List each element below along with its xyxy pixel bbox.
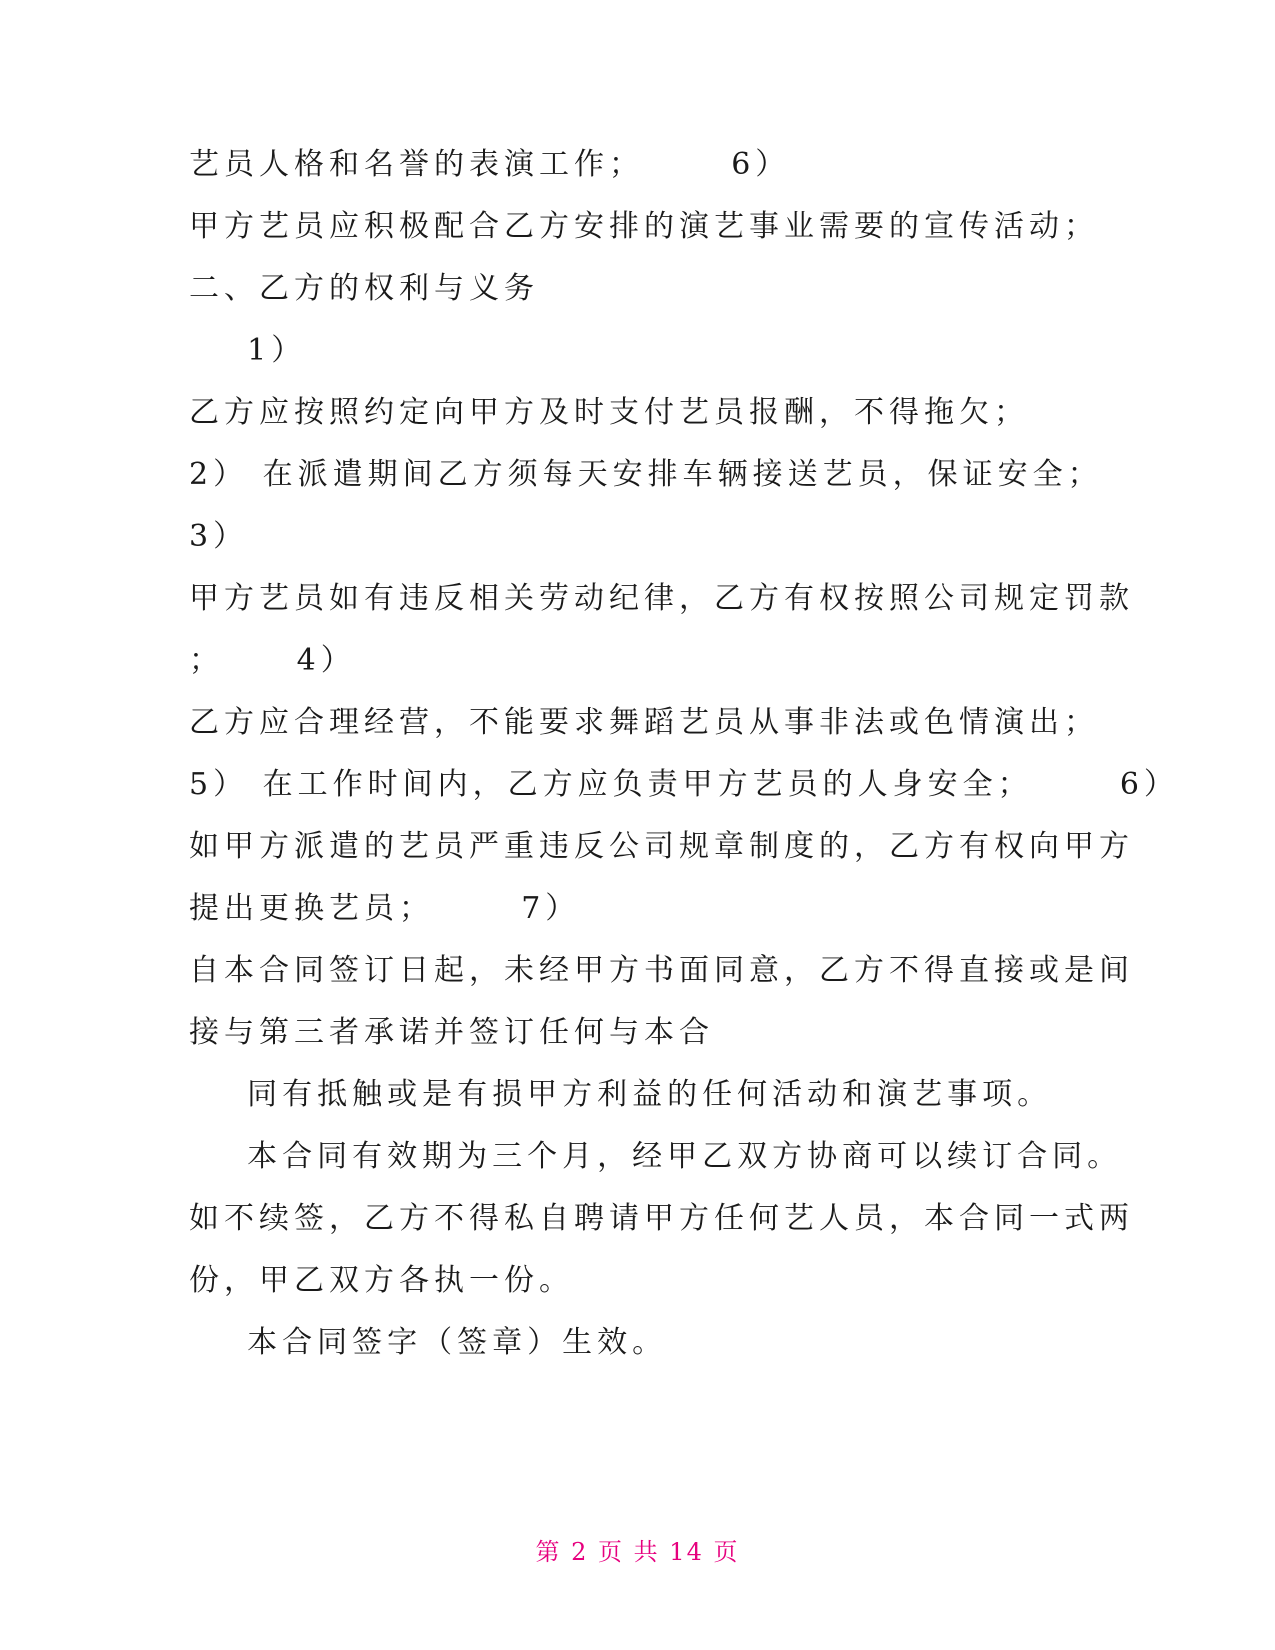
text-line-19: 份，甲乙双方各执一份。 bbox=[189, 1263, 574, 1298]
page-number-footer: 第 2 页 共 14 页 bbox=[535, 1538, 740, 1566]
text-line-8: 甲方艺员如有违反相关劳动纪律，乙方有权按照公司规定罚款 bbox=[189, 581, 1134, 616]
text-line-17: 本合同有效期为三个月，经甲乙双方协商可以续订合同。 bbox=[189, 1139, 1123, 1174]
text-line-16: 同有抵触或是有损甲方利益的任何活动和演艺事项。 bbox=[189, 1077, 1053, 1112]
text-line-9: ； 4） bbox=[189, 643, 356, 678]
text-line-12: 如甲方派遣的艺员严重违反公司规章制度的，乙方有权向甲方 bbox=[189, 829, 1134, 864]
section-heading: 二、乙方的权利与义务 bbox=[189, 271, 539, 306]
text-line-14: 自本合同签订日起，未经甲方书面同意，乙方不得直接或是间 bbox=[189, 953, 1134, 988]
text-line-7: 3） bbox=[189, 519, 249, 554]
text-line-20: 本合同签字（签章）生效。 bbox=[189, 1325, 668, 1360]
text-line-2: 甲方艺员应积极配合乙方安排的演艺事业需要的宣传活动； bbox=[189, 209, 1099, 244]
text-line-15: 接与第三者承诺并签订任何与本合 bbox=[189, 1015, 714, 1050]
text-line-18: 如不续签，乙方不得私自聘请甲方任何艺人员，本合同一式两 bbox=[189, 1201, 1134, 1236]
text-line-5: 乙方应按照约定向甲方及时支付艺员报酬，不得拖欠； bbox=[189, 395, 1029, 430]
text-line-4: 1） bbox=[189, 333, 307, 368]
text-line-13: 提出更换艺员； 7） bbox=[189, 891, 581, 926]
text-line-11: 5） 在工作时间内，乙方应负责甲方艺员的人身安全； 6） bbox=[189, 767, 1179, 802]
text-line-10: 乙方应合理经营，不能要求舞蹈艺员从事非法或色情演出； bbox=[189, 705, 1099, 740]
text-line-1: 艺员人格和名誉的表演工作； 6） bbox=[189, 147, 791, 182]
text-line-6: 2） 在派遣期间乙方须每天安排车辆接送艺员，保证安全； bbox=[189, 457, 1103, 492]
